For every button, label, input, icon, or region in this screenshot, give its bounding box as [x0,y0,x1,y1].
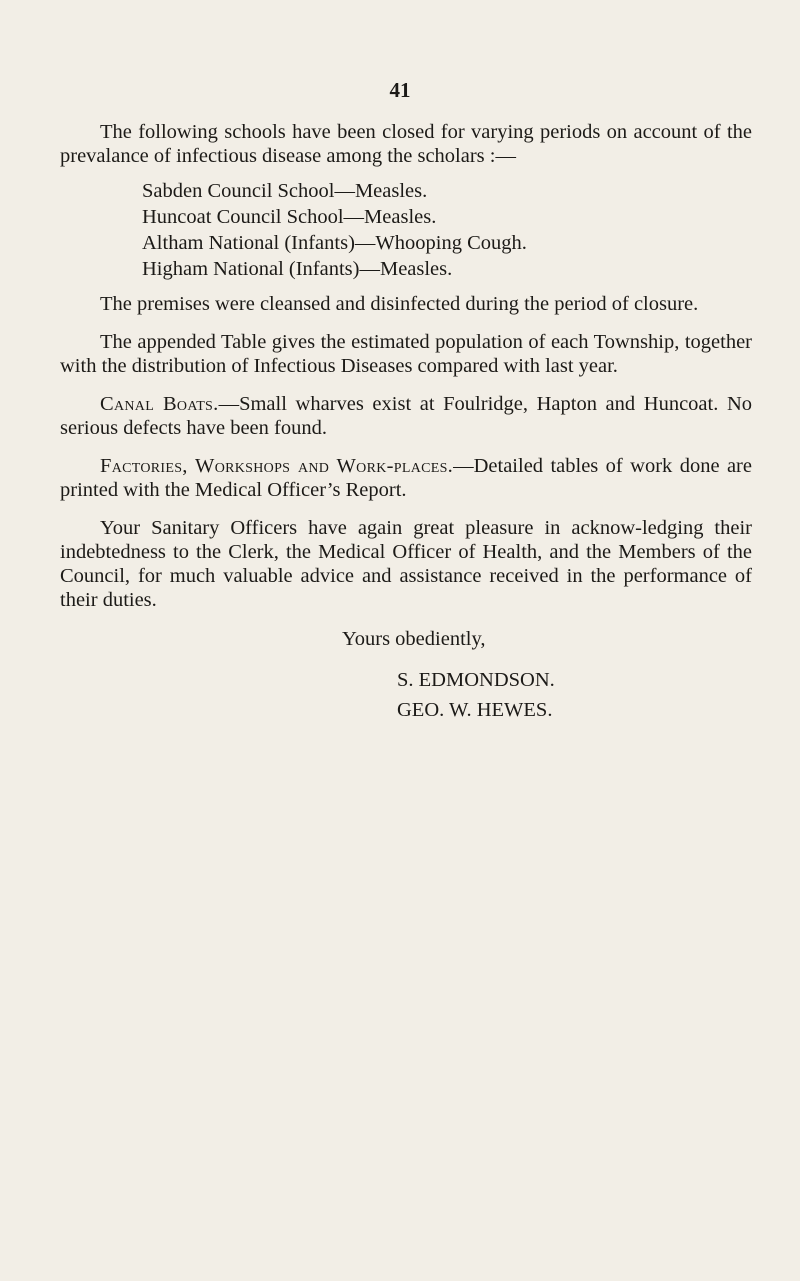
report-body [60,120,752,725]
closed-schools-list [60,178,752,282]
page-number: 41 [389,78,411,102]
list-item: Huncoat Council School—Measles. [142,206,437,228]
factories-paragraph [60,454,752,502]
list-item: Sabden Council School—Measles. [142,180,428,202]
intro-paragraph: The following schools have been closed for varying periods on account of the prevalance of infectious disease among the scholars :— [60,121,752,167]
canal-boats-paragraph [60,392,752,440]
signatory-name: S. EDMONDSON. [397,669,555,691]
signature-block [60,665,752,725]
factories-heading: Factories, Workshops and Work-places. [100,455,454,477]
factories-text: —Detailed tables of work done are printed with the Medical Officer’s Report. [60,455,752,501]
list-item: Higham National (Infants)—Measles. [142,258,453,280]
premises-paragraph: The premises were cleansed and disinfected during the period of closure. [100,293,699,315]
canal-boats-text: —Small wharves exist at Foulridge, Hapton and Huncoat. No serious defects have been found. [60,393,752,439]
canal-boats-heading: Canal Boats. [100,393,219,415]
table-paragraph: The appended Table gives the estimated population of each Township, together with the distribution of Infectious Diseases compared with last year. [60,331,752,377]
list-item: Altham National (Infants)—Whooping Cough. [142,232,527,254]
signatory-name: GEO. W. HEWES. [397,699,553,721]
closing-salutation: Yours obediently, [342,628,486,650]
acknowledgement-paragraph: Your Sanitary Officers have again great pleasure in acknow-ledging their indebtedness to the Clerk, the Medical Officer of Health, and the Members of the Council, for much valuable advice and assistance received in the performance of their duties. [60,517,752,611]
